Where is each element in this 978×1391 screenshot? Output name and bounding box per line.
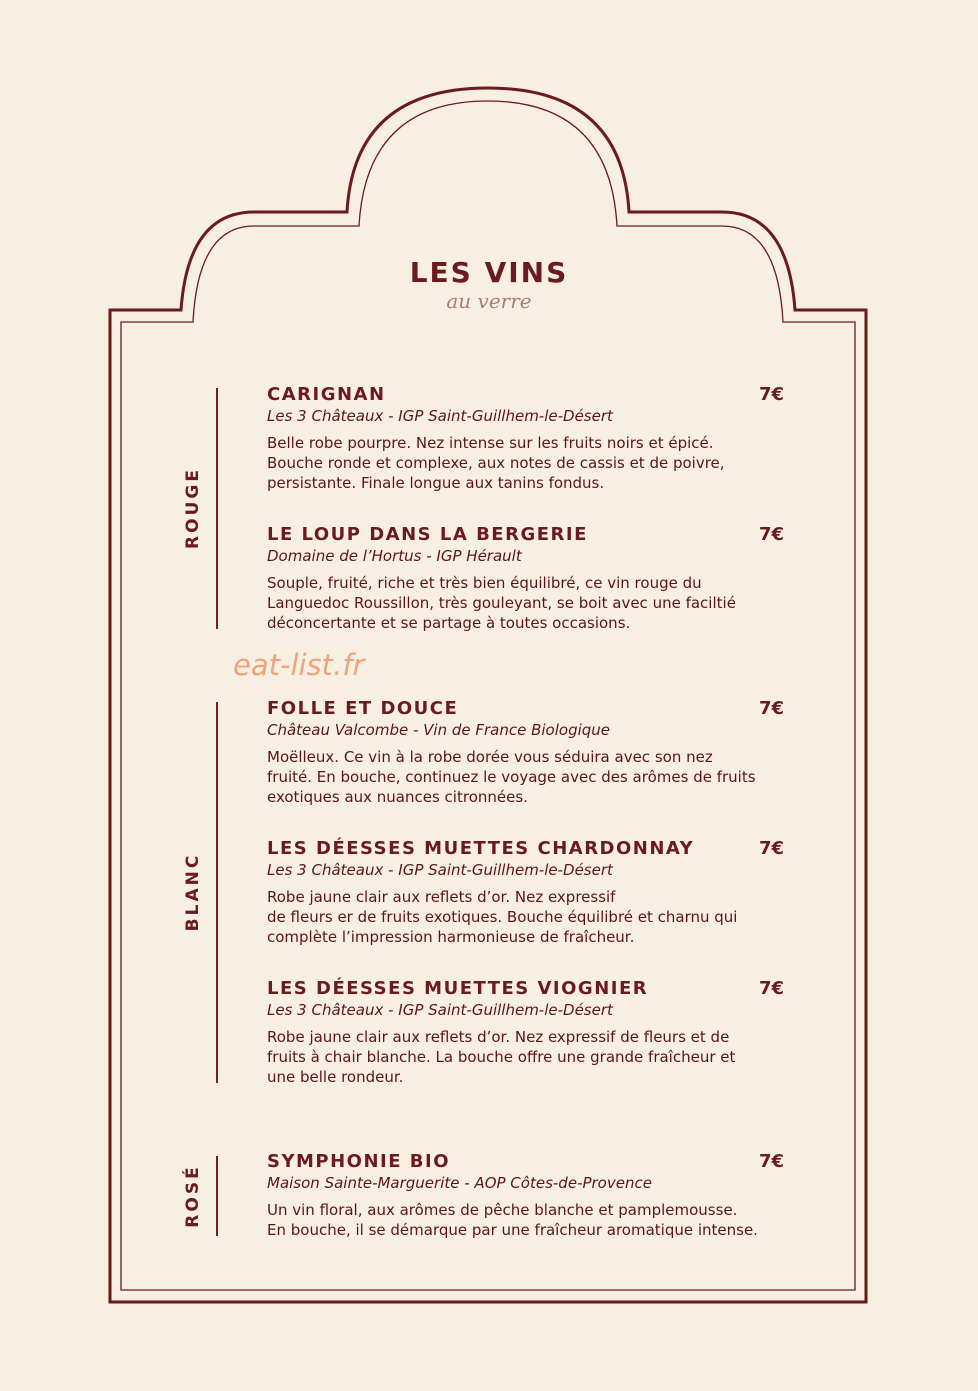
wine-origin: Les 3 Châteaux - IGP Saint-Guillhem-le-Désert xyxy=(267,1001,613,1019)
wine-origin: Maison Sainte-Marguerite - AOP Côtes-de-Provence xyxy=(267,1174,652,1192)
wine-name: LE LOUP DANS LA BERGERIE xyxy=(267,524,588,545)
wine-item xyxy=(267,524,787,633)
wine-name: LES DÉESSES MUETTES VIOGNIER xyxy=(267,978,649,999)
section-divider-rouge xyxy=(216,388,218,629)
wine-item xyxy=(267,384,787,493)
page-subtitle: au verre xyxy=(446,289,532,313)
page-title: LES VINS xyxy=(409,256,569,289)
section-divider-blanc xyxy=(216,702,218,1083)
section-label-text: BLANC xyxy=(183,852,203,932)
wine-price: 7€ xyxy=(758,698,784,719)
wine-description: Robe jaune clair aux reflets d’or. Nez expressif de fleurs er de fruits exotiques. Bouche équilibré et charnu qui complète l’impression harmonieuse de fraîcheur. xyxy=(267,888,738,946)
wine-name: LES DÉESSES MUETTES CHARDONNAY xyxy=(267,838,695,859)
wine-price: 7€ xyxy=(758,978,784,999)
wine-description: Robe jaune clair aux reflets d’or. Nez expressif de fleurs et de fruits à chair blanche. La bouche offre une grande fraîcheur et une belle rondeur. xyxy=(267,1028,736,1086)
wine-item xyxy=(267,1151,787,1240)
wine-name: FOLLE ET DOUCE xyxy=(267,698,459,719)
wine-item xyxy=(267,838,787,947)
wine-description: Un vin floral, aux arômes de pêche blanche et pamplemousse. En bouche, il se démarque par une fraîcheur aromatique intense. xyxy=(267,1201,758,1239)
wine-item xyxy=(267,698,787,807)
wine-origin: Château Valcombe - Vin de France Biologique xyxy=(267,721,611,739)
wine-description: Souple, fruité, riche et très bien équilibré, ce vin rouge du Languedoc Roussillon, très gouleyant, se boit avec une faciltié déconcertante et se partage à toutes occasions. xyxy=(267,574,736,632)
wine-name: CARIGNAN xyxy=(267,384,386,405)
section-label-text: ROSÉ xyxy=(183,1164,203,1228)
watermark-text: eat-list.fr xyxy=(233,648,365,682)
wine-description: Belle robe pourpre. Nez intense sur les fruits noirs et épicé. Bouche ronde et complexe, aux notes de cassis et de poivre, persistante. Finale longue aux tanins fondus. xyxy=(267,434,725,492)
wine-origin: Domaine de l’Hortus - IGP Hérault xyxy=(267,547,522,565)
wine-origin: Les 3 Châteaux - IGP Saint-Guillhem-le-Désert xyxy=(267,861,613,879)
wine-description: Moëlleux. Ce vin à la robe dorée vous séduira avec son nez fruité. En bouche, continuez le voyage avec des arômes de fruits exotiques aux nuances citronnées. xyxy=(267,748,756,806)
wine-price: 7€ xyxy=(758,524,784,545)
wine-item xyxy=(267,978,787,1087)
section-divider-rose xyxy=(216,1156,218,1236)
section-label-text: ROUGE xyxy=(183,467,203,549)
wine-price: 7€ xyxy=(758,1151,784,1172)
wine-origin: Les 3 Châteaux - IGP Saint-Guillhem-le-Désert xyxy=(267,407,613,425)
wine-price: 7€ xyxy=(758,384,784,405)
wine-price: 7€ xyxy=(758,838,784,859)
wine-name: SYMPHONIE BIO xyxy=(267,1151,451,1172)
